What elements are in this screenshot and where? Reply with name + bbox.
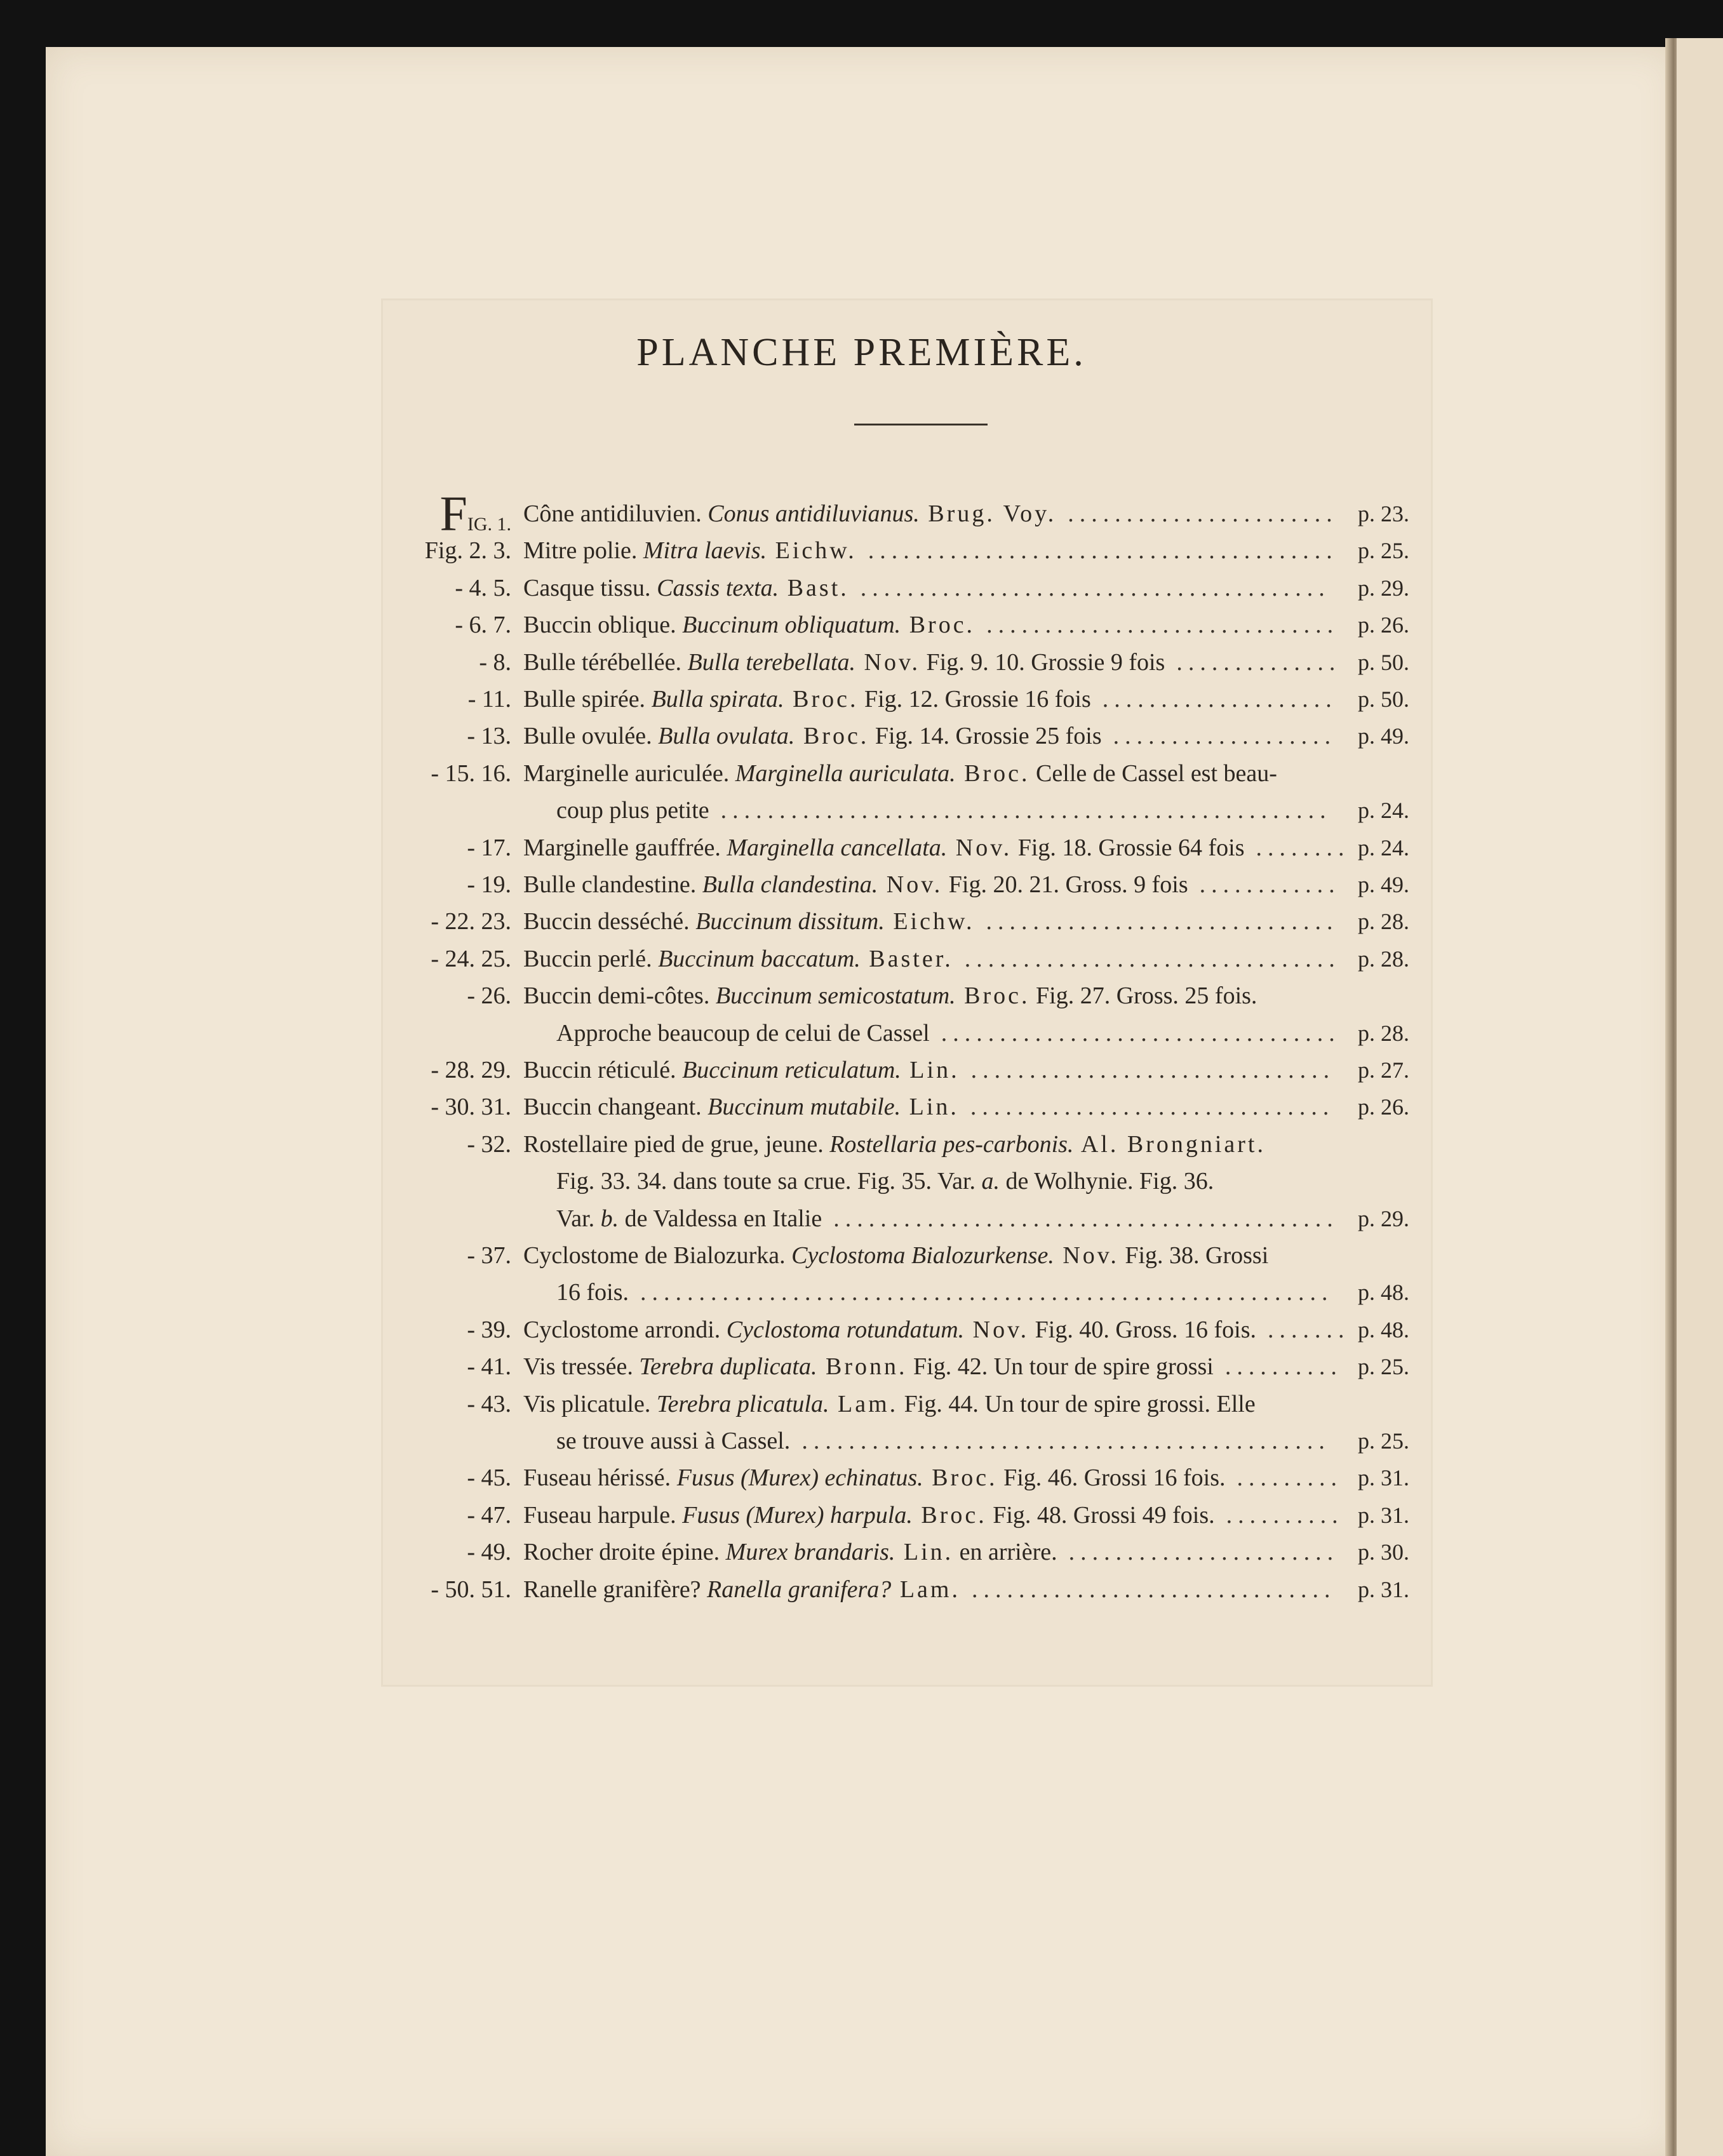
species-name: Cassis texta. xyxy=(657,574,779,601)
author-name: Eichw. xyxy=(884,908,975,935)
figure-number: - 24. 25. xyxy=(431,945,511,972)
page-reference: p. 25. xyxy=(1358,538,1409,564)
list-item xyxy=(0,534,1723,567)
list-item xyxy=(0,1573,1723,1606)
page-reference: p. 24. xyxy=(1358,798,1409,824)
species-name: Bulla ovulata. xyxy=(658,723,795,750)
list-item xyxy=(0,1536,1723,1569)
species-name: Cyclostoma rotundatum. xyxy=(726,1316,965,1343)
page-reference: p. 30. xyxy=(1358,1539,1409,1565)
author-name: Eichw. xyxy=(767,537,857,565)
figure-number: - 11. xyxy=(467,686,511,713)
entry-text-part: Cône antidiluvien. xyxy=(523,500,708,527)
dot-leader: .............. xyxy=(1176,648,1341,676)
species-name: Buccinum reticulatum. xyxy=(682,1057,901,1083)
list-item xyxy=(0,1090,1723,1123)
list-item xyxy=(0,683,1723,716)
entry-text-part: Bulle ovulée. xyxy=(523,723,659,750)
list-item xyxy=(0,572,1723,605)
list-item xyxy=(0,1239,1723,1272)
dot-leader: ............................... xyxy=(971,1576,1336,1603)
figure-number: - 19. xyxy=(467,871,511,898)
entry-text-part: Vis plicatule. xyxy=(523,1390,657,1417)
page-title: PLANCHE PREMIÈRE. xyxy=(636,330,1087,374)
list-item xyxy=(0,1499,1723,1532)
entry-text-part: Approche beaucoup de celui de Cassel xyxy=(556,1019,930,1047)
list-item xyxy=(0,486,1723,541)
list-item xyxy=(0,831,1723,864)
figure-number-text: IG. 1. xyxy=(467,514,511,535)
species-name: Buccinum baccatum. xyxy=(658,945,861,972)
page-reference: p. 49. xyxy=(1358,872,1409,897)
page-reference: p. 31. xyxy=(1358,1502,1409,1528)
entry-text-part: Casque tissu. xyxy=(523,574,657,601)
entry-text xyxy=(556,1202,822,1235)
entry-text-part: Fig. 12. Grossie 16 fois xyxy=(858,686,1091,713)
dot-leader: ........................................ xyxy=(868,537,1338,565)
entry-text-part: Marginelle auriculée. xyxy=(523,760,735,787)
list-item xyxy=(0,1313,1723,1346)
author-name: Broc. xyxy=(912,1501,987,1529)
entry-text-part: en arrière. xyxy=(953,1539,1057,1566)
species-name: Fusus (Murex) harpula. xyxy=(682,1501,913,1529)
author-name: Lin. xyxy=(901,1057,960,1083)
entry-text-part: Fuseau harpule. xyxy=(523,1501,683,1529)
entry-text-part: Buccin oblique. xyxy=(523,612,683,639)
figure-number: - 32. xyxy=(467,1130,511,1158)
page-reference: p. 25. xyxy=(1358,1354,1409,1380)
species-name: Ranella granifera? xyxy=(707,1576,892,1603)
entry-text-part: Fig. 42. Un tour de spire grossi xyxy=(907,1353,1214,1381)
entry-text-part: Vis tressée. xyxy=(523,1353,640,1381)
entry-text xyxy=(556,1276,629,1309)
entry-text xyxy=(523,1239,1268,1272)
entry-text xyxy=(523,720,1102,753)
species-name: Terebra duplicata. xyxy=(639,1353,817,1381)
entry-text-part: 16 fois. xyxy=(556,1279,629,1306)
figure-number: - 49. xyxy=(467,1539,511,1566)
dot-leader: ....................... xyxy=(1068,1539,1339,1566)
figure-number: - 45. xyxy=(467,1464,511,1492)
page-reference: p. 26. xyxy=(1358,612,1409,638)
list-item xyxy=(0,1017,1723,1050)
page-reference: p. 29. xyxy=(1358,1205,1409,1231)
entry-text xyxy=(523,534,857,567)
author-name: Broc. xyxy=(901,612,975,639)
entry-text xyxy=(523,1090,959,1123)
entry-text xyxy=(523,572,849,605)
entry-text xyxy=(523,942,953,975)
author-name: Lin. xyxy=(901,1094,959,1121)
entry-text xyxy=(523,1128,1266,1161)
list-item xyxy=(0,1128,1723,1161)
list-item xyxy=(0,1276,1723,1309)
entry-text-part: Cyclostome arrondi. xyxy=(523,1316,727,1343)
list-item xyxy=(0,979,1723,1012)
figure-number: - 50. 51. xyxy=(431,1576,511,1603)
page-reference: p. 28. xyxy=(1358,946,1409,972)
author-name: Lam. xyxy=(891,1576,960,1603)
list-item xyxy=(0,942,1723,975)
author-name: Nov. xyxy=(855,648,921,676)
dot-leader: ....... xyxy=(1268,1316,1350,1343)
page-reference: p. 50. xyxy=(1358,649,1409,675)
species-name: a. xyxy=(981,1168,1000,1195)
author-name: Nov. xyxy=(947,834,1012,861)
entry-text-part: coup plus petite xyxy=(556,797,709,824)
entry-text-part: Fig. 48. Grossi 49 fois. xyxy=(986,1501,1215,1529)
dot-leader: ........................................ xyxy=(860,574,1331,601)
page-reference: p. 49. xyxy=(1358,723,1409,749)
entry-text xyxy=(523,608,975,641)
dot-leader: .......... xyxy=(1226,1501,1344,1529)
entry-text xyxy=(523,868,1188,901)
list-item xyxy=(0,757,1723,790)
page-reference: p. 27. xyxy=(1358,1057,1409,1083)
species-name: Conus antidiluvianus. xyxy=(707,500,920,527)
dot-leader: .......... xyxy=(1224,1353,1343,1381)
entry-text xyxy=(556,1424,790,1457)
page-reference: p. 24. xyxy=(1358,834,1409,860)
page-reference: p. 31. xyxy=(1358,1465,1409,1491)
species-name: Terebra plicatula. xyxy=(656,1390,829,1417)
figure-number: - 6. 7. xyxy=(455,612,511,639)
list-item xyxy=(0,608,1723,641)
entry-text-part: Cyclostome de Bialozurka. xyxy=(523,1242,792,1269)
species-name: Rostellaria pes-carbonis. xyxy=(829,1130,1074,1158)
author-name: Broc. xyxy=(955,982,1030,1010)
figure-number: - 15. 16. xyxy=(431,760,511,787)
entry-text-part: Bulle clandestine. xyxy=(523,871,702,898)
list-item xyxy=(0,905,1723,938)
figure-number: - 41. xyxy=(467,1353,511,1381)
entry-text-part: Celle de Cassel est beau- xyxy=(1029,760,1277,787)
figure-number: - 30. 31. xyxy=(431,1094,511,1121)
page-reference: p. 31. xyxy=(1358,1576,1409,1602)
entry-text-part: Buccin changeant. xyxy=(523,1094,708,1121)
dot-leader: ........................................................... xyxy=(640,1279,1334,1306)
author-name: Broc. xyxy=(794,723,869,750)
entry-text xyxy=(556,1165,1214,1198)
entry-text-part: Fig. 44. Un tour de spire grossi. Elle xyxy=(898,1390,1256,1417)
figure-number: - 28. 29. xyxy=(431,1057,511,1083)
entry-text-part: Bulle térébellée. xyxy=(523,648,688,676)
entry-text xyxy=(523,497,1056,530)
page-reference: p. 48. xyxy=(1358,1316,1409,1342)
figure-number: - 13. xyxy=(467,723,511,750)
entry-text-part: Mitre polie. xyxy=(523,537,643,565)
entry-text xyxy=(523,1388,1256,1421)
page-reference: p. 50. xyxy=(1358,686,1409,712)
list-item xyxy=(0,1424,1723,1457)
species-name: Buccinum dissitum. xyxy=(695,908,885,935)
figure-number: - 22. 23. xyxy=(431,908,511,935)
entry-text-part: Bulle spirée. xyxy=(523,686,652,713)
author-name: Al. Brongniart. xyxy=(1073,1130,1266,1158)
figure-number: - 39. xyxy=(467,1316,511,1343)
entry-text-part: Fig. 46. Grossi 16 fois. xyxy=(997,1464,1226,1492)
entry-text xyxy=(556,794,709,827)
entry-text xyxy=(523,1536,1057,1569)
dot-leader: ................................ xyxy=(964,945,1341,972)
author-name: Nov. xyxy=(1054,1242,1119,1269)
entry-text xyxy=(523,979,1257,1012)
figure-number: - 17. xyxy=(467,834,511,861)
entry-text-part: Buccin desséché. xyxy=(523,908,696,935)
dot-leader: ............................... xyxy=(970,1057,1336,1083)
dot-leader: .................................................... xyxy=(720,797,1332,824)
entry-text-part: Buccin demi-côtes. xyxy=(523,982,716,1010)
entry-text-part: Fig. 38. Grossi xyxy=(1118,1242,1269,1269)
page-reference: p. 48. xyxy=(1358,1280,1409,1306)
species-name: Fusus (Murex) echinatus. xyxy=(676,1464,923,1492)
entry-text-part: Buccin réticulé. xyxy=(523,1057,683,1083)
entry-text-part: Fuseau hérissé. xyxy=(523,1464,677,1492)
species-name: Murex brandaris. xyxy=(725,1539,895,1566)
author-name: Nov. xyxy=(964,1316,1029,1343)
list-item xyxy=(0,1202,1723,1235)
entry-text xyxy=(523,1499,1215,1532)
list-item xyxy=(0,1350,1723,1383)
entry-text-part: Rostellaire pied de grue, jeune. xyxy=(523,1130,830,1158)
author-name: Lin. xyxy=(895,1539,954,1566)
author-name: Broc. xyxy=(784,686,859,713)
list-item xyxy=(0,794,1723,827)
list-item xyxy=(0,868,1723,901)
entry-text-part: de Wolhynie. Fig. 36. xyxy=(1000,1168,1214,1195)
dot-leader: ............................... xyxy=(970,1094,1335,1121)
entry-text-part: Fig. 33. 34. dans toute sa crue. Fig. 35. Var. xyxy=(556,1168,982,1195)
figure-number: - 8. xyxy=(479,648,511,676)
list-item xyxy=(0,646,1723,679)
author-name: Broc. xyxy=(955,760,1030,787)
dot-leader: ............................................. xyxy=(801,1428,1331,1454)
author-name: Lam. xyxy=(829,1390,899,1417)
figure-number: - 47. xyxy=(467,1501,511,1529)
entry-text xyxy=(523,1313,1256,1346)
entry-text-part: Rocher droite épine. xyxy=(523,1539,726,1566)
author-name: Brug. Voy. xyxy=(919,500,1057,527)
species-name: Marginella cancellata. xyxy=(727,834,948,861)
page-reference: p. 26. xyxy=(1358,1094,1409,1120)
list-item xyxy=(0,1388,1723,1421)
dot-leader: ........ xyxy=(1256,834,1350,861)
species-name: Cyclostoma Bialozurkense. xyxy=(791,1242,1054,1269)
author-name: Bast. xyxy=(779,574,849,601)
entry-text-part: Fig. 27. Gross. 25 fois. xyxy=(1029,982,1257,1010)
dot-leader: ........................................... xyxy=(833,1205,1339,1232)
entry-text xyxy=(523,757,1277,790)
dot-leader: ......... xyxy=(1237,1464,1343,1492)
page-reference: p. 28. xyxy=(1358,909,1409,935)
author-name: Broc. xyxy=(923,1464,998,1492)
figure-number: Fig. 2. 3. xyxy=(424,537,511,565)
entry-text xyxy=(523,905,974,938)
species-name: b. xyxy=(600,1205,619,1232)
drop-capital: F xyxy=(439,486,467,541)
entry-text-part: Marginelle gauffrée. xyxy=(523,834,727,861)
entry-text-part: de Valdessa en Italie xyxy=(619,1205,822,1232)
entry-text xyxy=(556,1017,930,1050)
figure-number: - 4. 5. xyxy=(455,574,511,601)
species-name: Mitra laevis. xyxy=(643,537,767,565)
list-item xyxy=(0,1054,1723,1087)
entry-text xyxy=(523,1054,960,1087)
dot-leader: ................... xyxy=(1113,723,1337,750)
species-name: Bulla clandestina. xyxy=(702,871,878,898)
author-name: Nov. xyxy=(878,871,943,898)
list-item xyxy=(0,1461,1723,1494)
entry-text xyxy=(523,683,1091,716)
entry-text-part: Buccin perlé. xyxy=(523,945,659,972)
entry-text-part: Fig. 40. Gross. 16 fois. xyxy=(1029,1316,1256,1343)
figure-number: - 37. xyxy=(467,1242,511,1269)
figure-number: - 43. xyxy=(467,1390,511,1417)
entry-text-part: se trouve aussi à Cassel. xyxy=(556,1428,791,1454)
author-name: Baster. xyxy=(860,945,953,972)
dot-leader: .............................. xyxy=(986,908,1339,935)
entry-text xyxy=(523,1573,960,1606)
entry-text-part: Fig. 9. 10. Grossie 9 fois xyxy=(920,648,1165,676)
entry-text xyxy=(523,1350,1214,1383)
list-item xyxy=(0,720,1723,753)
entry-text xyxy=(523,646,1165,679)
species-name: Buccinum obliquatum. xyxy=(682,612,901,639)
species-name: Marginella auriculata. xyxy=(735,760,956,787)
species-name: Buccinum semicostatum. xyxy=(715,982,956,1010)
species-name: Buccinum mutabile. xyxy=(707,1094,901,1121)
list-item xyxy=(0,1165,1723,1198)
dot-leader: .................... xyxy=(1102,686,1338,713)
entry-text-part: Fig. 14. Grossie 25 fois xyxy=(869,723,1102,750)
dot-leader: ....................... xyxy=(1068,500,1338,527)
page-reference: p. 23. xyxy=(1358,501,1409,526)
dot-leader: .............................. xyxy=(986,612,1339,639)
entry-text xyxy=(523,1461,1225,1494)
figure-number: - 26. xyxy=(467,982,511,1010)
page-reference: p. 28. xyxy=(1358,1020,1409,1046)
author-name: Bronn. xyxy=(817,1353,908,1381)
entry-text-part: Fig. 20. 21. Gross. 9 fois xyxy=(942,871,1188,898)
entry-text xyxy=(523,831,1245,864)
page-reference: p. 25. xyxy=(1358,1428,1409,1454)
species-name: Bulla spirata. xyxy=(651,686,784,713)
page-reference: p. 29. xyxy=(1358,575,1409,601)
entry-text-part: Ranelle granifère? xyxy=(523,1576,707,1603)
entry-text-part: Fig. 18. Grossie 64 fois xyxy=(1012,834,1245,861)
entry-text-part: Var. xyxy=(556,1205,601,1232)
dot-leader: .................................. xyxy=(941,1019,1341,1047)
species-name: Bulla terebellata. xyxy=(687,648,856,676)
dot-leader: ............ xyxy=(1199,871,1341,898)
